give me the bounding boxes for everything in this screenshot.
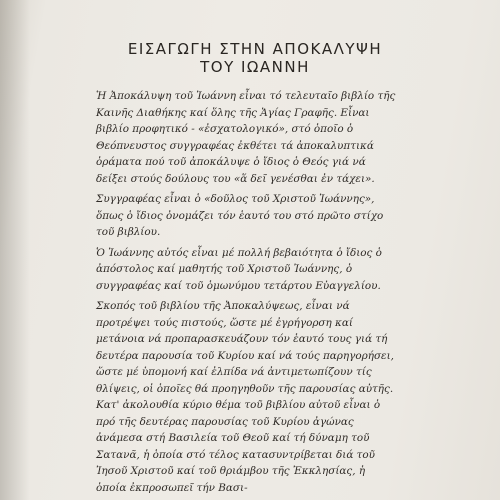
paragraph-1: Ἡ Ἀποκάλυψη τοῦ Ἰωάννη εἶναι τό τελευταῖο βιβλίο τῆς Καινῆς Διαθήκης καί ὅλης τῆς Ἁγίας Γραφῆς. Εἶναι βιβλίο προφητικό - «ἐσχατολογικό», στό ὁποῖο ὁ Θεόπνευστος συγγραφέας ἐκθέτει τά ἀποκαλυπτικά ὁράματα πού τοῦ ἀποκάλυψε ὁ ἴδιος ὁ Θεός γιά νά δείξει στούς δούλους του «ἅ δεῖ γενέσθαι ἐν τάχει». xyxy=(96,90,396,185)
paragraph-3: Ὁ Ἰωάννης αὐτός εἶναι μέ πολλή βεβαιότητα ὁ ἴδιος ὁ ἀπόστολος καί μαθητής τοῦ Χριστοῦ Ἰωάννης, ὁ συγγραφέας καί τοῦ ὁμωνύμου τετάρτου Εὐαγγελίου. xyxy=(96,246,382,292)
chapter-title-line-2: ΤΟΥ ΙΩΑΝΝΗ xyxy=(200,58,310,76)
paragraph-4: Σκοπός τοῦ βιβλίου τῆς Ἀποκαλύψεως, εἶναι νά προτρέψει τούς πιστούς, ὥστε μέ ἐγρήγορση καί μετάνοια νά προπαρασκευάζουν τόν ἑαυτό τους γιά τή δευτέρα παρουσία τοῦ Κυρίου καί νά τούς παρηγορήσει, ὥστε μέ ὑπομονή καί ἐλπίδα νά ἀντιμετωπίζουν τίς θλίψεις, οἱ ὁποῖες θά προηγηθοῦν τῆς παρουσίας αὐτῆς. Κατ' ἀκολουθία κύριο θέμα τοῦ βιβλίου αὐτοῦ εἶναι ὁ πρό τῆς δευτέρας παρουσίας τοῦ Κυρίου ἀγώνας ἀνάμεσα στή Βασιλεία τοῦ Θεοῦ καί τή δύναμη τοῦ Σατανᾶ, ἡ ὁποία στό τέλος κατασυντρίβεται διά τοῦ Ἰησοῦ Χριστοῦ καί τοῦ θριάμβου τῆς Ἐκκλησίας, ἡ ὁποία ἐκπροσωπεῖ τήν Βασι- xyxy=(96,300,394,494)
chapter-title-line-1: ΕΙΣΑΓΩΓΗ ΣΤΗΝ ΑΠΟΚΑΛΥΨΗ xyxy=(127,40,383,58)
body-text xyxy=(96,88,396,500)
paragraph-2: Συγγραφέας εἶναι ὁ «δοῦλος τοῦ Χριστοῦ Ἰωάννης», ὅπως ὁ ἴδιος ὀνομάζει τόν ἑαυτό του στό πρῶτο στίχο τοῦ βιβλίου. xyxy=(96,193,384,238)
spine-shadow xyxy=(0,0,30,500)
